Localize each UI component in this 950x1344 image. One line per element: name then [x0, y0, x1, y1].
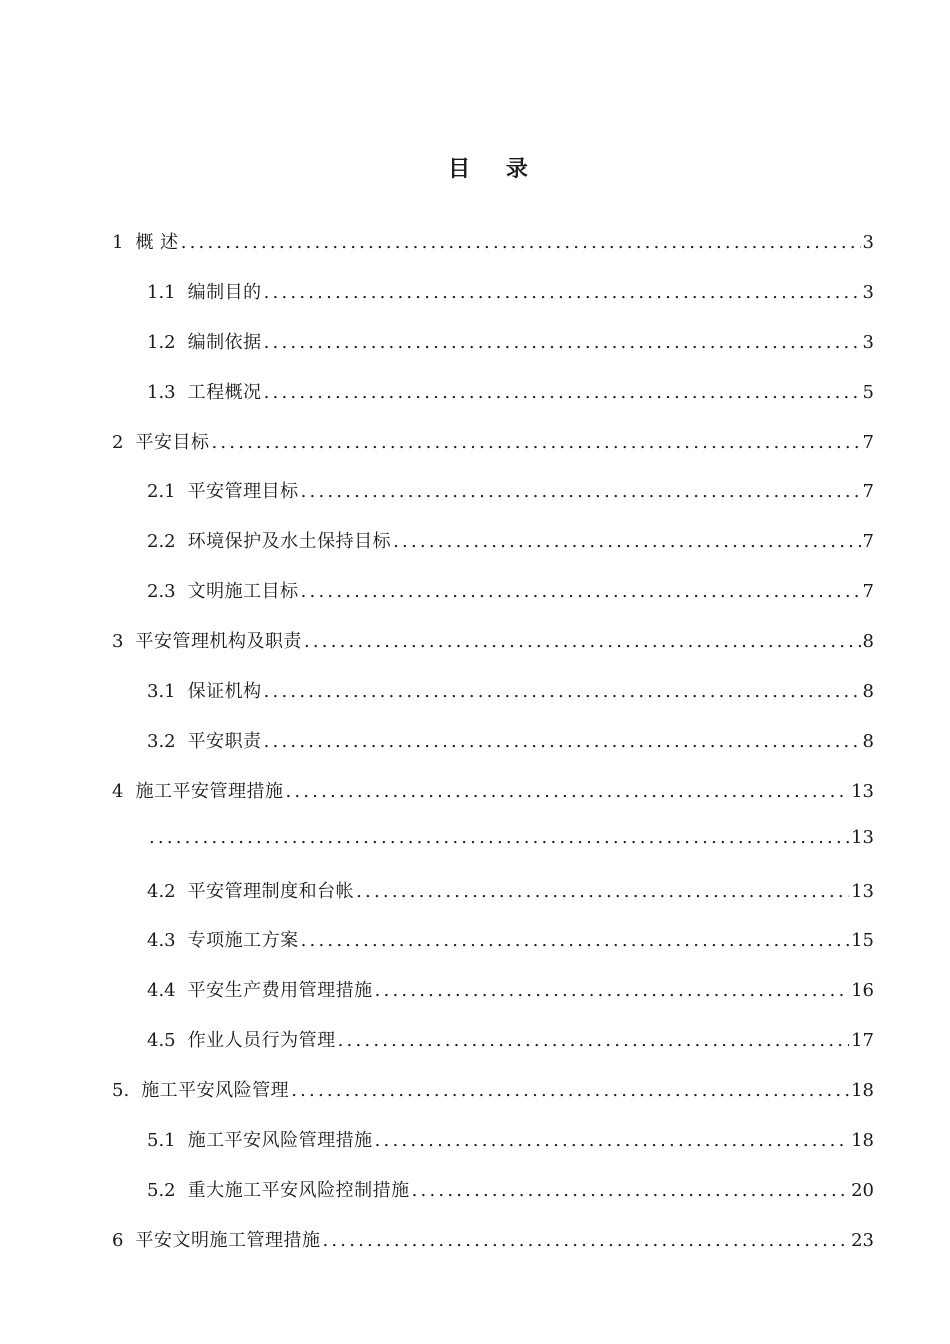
toc-entry-number: 3.2 [147, 730, 176, 752]
toc-entry-label: 重大施工平安风险控制措施 [187, 1179, 410, 1201]
toc-entry-page-number: 3 [862, 232, 874, 253]
toc-dot-leader [393, 531, 860, 552]
toc-entry-number: 5.2 [147, 1179, 176, 1201]
toc-entry-number: 1.3 [147, 381, 176, 403]
toc-entry-label: 专项施工方案 [187, 930, 299, 952]
toc-entry-page-number: 3 [862, 331, 874, 353]
toc-entry-number: 2.2 [147, 531, 176, 553]
toc-entry-label: 概 述 [135, 232, 179, 253]
toc-entry-label: 平安管理目标 [187, 481, 299, 503]
toc-entry-number: 5. [112, 1080, 130, 1102]
toc-dot-leader [301, 930, 849, 951]
toc-entry[interactable] [112, 627, 874, 677]
toc-entry-number: 4 [112, 780, 124, 802]
toc-entry[interactable] [112, 727, 874, 777]
toc-entry-number: 1.1 [147, 281, 176, 303]
toc-entry[interactable] [112, 677, 874, 727]
toc-entry-number: 5.1 [147, 1130, 176, 1152]
toc-entry[interactable] [112, 278, 874, 328]
toc-entry-label: 施工平安管理措施 [135, 780, 284, 802]
toc-entry-number: 4.3 [147, 930, 176, 952]
toc-entry-label: 文明施工目标 [187, 581, 299, 603]
toc-dot-leader [356, 881, 849, 902]
toc-dot-leader [322, 1230, 849, 1251]
toc-entry-number: 4.5 [147, 1030, 176, 1052]
toc-entry-page-number: 15 [851, 930, 874, 952]
toc-entry-page-number: 16 [851, 980, 874, 1002]
toc-dot-leader [304, 631, 861, 652]
toc-entry-label: 保证机构 [187, 681, 262, 703]
toc-entry[interactable] [112, 827, 874, 877]
toc-dot-leader [301, 581, 861, 602]
toc-dot-leader [211, 432, 860, 453]
toc-entry[interactable] [112, 976, 874, 1026]
toc-entry[interactable] [112, 228, 874, 278]
toc-dot-leader [412, 1180, 849, 1201]
toc-entry[interactable] [112, 777, 874, 827]
toc-entry-page-number: 8 [862, 681, 874, 703]
toc-dot-leader [375, 1130, 849, 1151]
toc-entry[interactable] [112, 1226, 874, 1276]
toc-entry[interactable] [112, 926, 874, 976]
toc-entry-number: 6 [112, 1229, 124, 1251]
toc-dot-leader [264, 731, 861, 752]
toc-dot-leader [264, 382, 861, 403]
toc-entry-page-number: 13 [851, 880, 874, 902]
toc-entry[interactable] [112, 1026, 874, 1076]
toc-entry-number: 2.3 [147, 581, 176, 603]
toc-entry[interactable] [112, 1076, 874, 1126]
toc-entry-number: 4.2 [147, 880, 176, 902]
toc-dot-leader [338, 1030, 849, 1051]
toc-entry-number: 4.4 [147, 980, 176, 1002]
toc-entry[interactable] [112, 1126, 874, 1176]
toc-entry-label: 环境保护及水土保持目标 [187, 531, 392, 553]
toc-entry-number: 3.1 [147, 681, 176, 703]
toc-entry-page-number: 13 [851, 826, 874, 848]
toc-entry-label: 平安生产费用管理措施 [187, 980, 373, 1002]
toc-entry-number: 3 [112, 631, 124, 653]
toc-entry-number: 2.1 [147, 481, 176, 503]
toc-entry[interactable] [112, 877, 874, 927]
toc-entry[interactable] [112, 1176, 874, 1226]
toc-entry-page-number: 17 [851, 1030, 874, 1052]
toc-entry[interactable] [112, 577, 874, 627]
toc-entry[interactable] [112, 477, 874, 527]
toc-dot-leader [285, 781, 849, 802]
toc-entry[interactable] [112, 527, 874, 577]
toc-entry-page-number: 8 [862, 631, 874, 653]
toc-entry-page-number: 7 [862, 431, 874, 453]
table-of-contents [112, 228, 874, 1276]
toc-entry-label: 施工平安风险管理措施 [187, 1130, 373, 1152]
toc-entry-page-number: 7 [862, 581, 874, 603]
toc-entry-label: 平安管理制度和台帐 [187, 880, 355, 902]
toc-entry-page-number: 7 [862, 531, 874, 553]
toc-entry-page-number: 8 [862, 730, 874, 752]
toc-entry-page-number: 7 [862, 481, 874, 503]
toc-entry-label: 编制目的 [187, 281, 262, 303]
toc-entry-label: 施工平安风险管理 [141, 1080, 290, 1102]
toc-entry-page-number: 5 [862, 381, 874, 403]
toc-entry-number: 2 [112, 431, 124, 453]
toc-dot-leader [264, 332, 861, 353]
toc-entry-page-number: 3 [862, 281, 874, 303]
toc-dot-leader [375, 980, 849, 1001]
toc-entry-number: 1 [112, 232, 124, 253]
toc-entry-label: 平安目标 [135, 431, 210, 453]
toc-entry-label: 编制依据 [187, 331, 262, 353]
toc-entry-page-number: 13 [851, 780, 874, 802]
toc-entry-page-number: 20 [851, 1179, 874, 1201]
toc-dot-leader [149, 827, 849, 848]
toc-title: 目 录 [448, 157, 542, 182]
toc-entry-label: 平安文明施工管理措施 [135, 1229, 321, 1251]
toc-entry-number: 1.2 [147, 331, 176, 353]
toc-entry-page-number: 18 [851, 1130, 874, 1152]
toc-dot-leader [181, 232, 861, 253]
toc-entry[interactable] [112, 378, 874, 428]
toc-entry-page-number: 18 [851, 1080, 874, 1102]
toc-entry[interactable] [112, 428, 874, 478]
toc-entry[interactable] [112, 328, 874, 378]
toc-entry-label: 作业人员行为管理 [187, 1030, 336, 1052]
toc-entry-label: 平安职责 [187, 730, 262, 752]
toc-entry-label: 工程概况 [187, 381, 262, 403]
toc-dot-leader [264, 282, 861, 303]
toc-dot-leader [301, 481, 861, 502]
toc-entry-page-number: 23 [851, 1229, 874, 1251]
toc-dot-leader [291, 1080, 849, 1101]
toc-entry-label: 平安管理机构及职责 [135, 631, 302, 653]
toc-dot-leader [264, 681, 861, 702]
